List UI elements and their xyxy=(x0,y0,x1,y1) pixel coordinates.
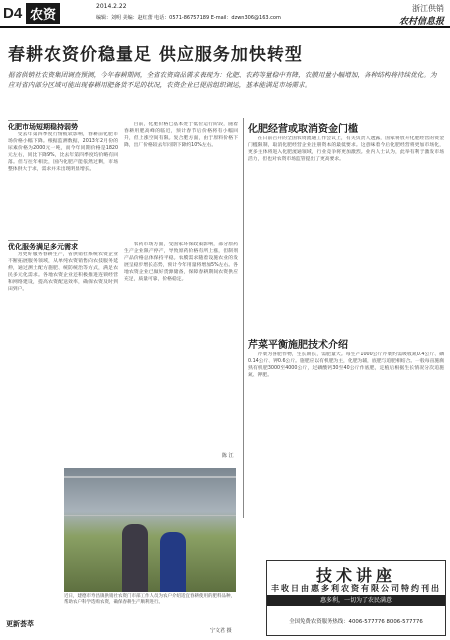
paragraph: 芹菜为喜肥作物，生长期长，需肥量大。每生产1000公斤芹菜约需吸收氮0.4公斤、磷0.14公斤、钾0.6公斤。施肥应以有机肥为主，化肥为辅，底肥与追肥相结合。一般每亩施腐熟有机肥3000至4000公斤，过磷酸钙30至40公斤作底肥，定植后根据生长情况分次追施氮、钾肥。 xyxy=(248,352,444,378)
paragraph: 受去年第四季度行情疲软影响，春耕前化肥市场价格小幅下降。根据监测数据，2013年2月份的尿素价格为2000元一吨，而今年同期价格是1820元左右，同比下降9%，比去年第四季度均价略有回落。但与往年相比，国内化肥产能依然过剩，市场整体供大于求，需求并未出现明显增长。 xyxy=(8,132,118,172)
advertisement xyxy=(266,560,446,636)
sidebar-headline-2: 芹菜平衡施肥技术介绍 xyxy=(248,340,348,351)
person-left xyxy=(122,524,148,592)
photographer-credit: 宁文君 摄 xyxy=(210,628,232,634)
ad-hotline: 全国免费农资服务热线：4006-577776 8006-577776 xyxy=(289,619,423,625)
sidebar-headline-1: 化肥经营或取消资金门槛 xyxy=(248,124,358,135)
ad-subtitle: 丰收日由惠多利农资有限公司特约刊出 xyxy=(271,584,441,593)
masthead xyxy=(0,0,450,28)
news-photo xyxy=(64,468,236,592)
sidebar-article-2 xyxy=(248,352,444,552)
lead-paragraph: 据省供销社农资集团调查预测，今年春耕期间，全省农资商品需求表现为：化肥、农药等量稳中有降，农膜用量小幅增加，各种结构将持续优化。为应对省内部分区域可能出现春耕用肥备货不足的状况，农资企业已提前组织调运，基本能满足市场需求。 xyxy=(8,71,437,90)
article-column-2 xyxy=(124,122,238,232)
paragraph: 为更好服务春耕生产，省供销社系统农资企业不断拓展服务领域，从单纯农资销售向农技服务延伸，通过测土配方施肥、统防统治等方式，满足农民多元化需求。各地农资企业还积极推进连锁经营和网络建设，提高农资配送效率，确保农资及时到田到户。 xyxy=(8,252,118,292)
sidebar-article-1 xyxy=(248,136,444,326)
article-column-1b xyxy=(8,252,118,442)
main-headline: 春耕农资价稳量足 供应服务加快转型 xyxy=(8,45,303,65)
paragraph: 在日前召开的全国农资流通工作会议上，有关负责人透露，国家将放开化肥经营的资金门槛限制，取消化肥经营企业注册资本的最低要求。这意味着今后化肥经营将更加市场化，更多主体将进入化肥流通领域，行业竞争将更加激烈。业内人士认为，此举有利于激发市场活力，但也对农资市场监管提出了更高要求。 xyxy=(248,136,444,162)
paragraph: 农药市场方面，受国家环保政策影响，部分原药生产企业限产停产，导致原药价格有所上涨，但制剂产品价格总体保持平稳。农膜需求随着设施农业的发展呈稳步增长态势，预计今年用量将增加5%左右。各地农资企业已做好货源储备，保障春耕期间农资供应充足，质量可靠，价格稳定。 xyxy=(124,242,238,282)
article-column-1 xyxy=(8,132,118,232)
page-number: D4 xyxy=(3,5,23,22)
ad-title: 技术讲座 xyxy=(315,566,396,585)
reporter-byline: 陈 江 xyxy=(222,453,234,459)
section-name: 农资 xyxy=(26,3,60,24)
person-right xyxy=(160,532,186,592)
greenhouse-frame xyxy=(64,476,236,516)
ad-band: 惠多利，一切为了农民满意 xyxy=(267,595,445,606)
article-column-2b xyxy=(124,242,238,447)
photo-caption: 近日，建德市寿昌镇供销社农资门市部工作人员为农户介绍适宜春耕使用的肥料品种，帮助农户科学选购农资，确保春耕生产顺利进行。 xyxy=(64,594,235,605)
issue-date: 2014.2.22 xyxy=(96,3,127,10)
editor-info: 编辑：刘明 美编：赵红蕾 电话：0571-86757189 E-mail：dzwn306@163.com xyxy=(96,15,281,21)
column-tag: 更新荟萃 xyxy=(6,620,34,628)
paragraph: 目前，化肥价格已基本处于低位运行阶段，随着春耕用肥高峰的临近，预计春节后价格将有小幅回升，但上涨空间有限。复合肥方面，由于原料价格下降，出厂价格较去年同期下降约10%左右。 xyxy=(124,122,238,148)
newspaper-logo: 农村信息报 xyxy=(398,17,444,27)
subhead-fertilizer-market: 化肥市场短期稳持弱势 xyxy=(8,123,78,131)
column-divider xyxy=(243,118,244,518)
subhead-service: 优化服务满足多元需求 xyxy=(8,243,78,251)
region-label: 浙江供销 xyxy=(412,4,444,13)
